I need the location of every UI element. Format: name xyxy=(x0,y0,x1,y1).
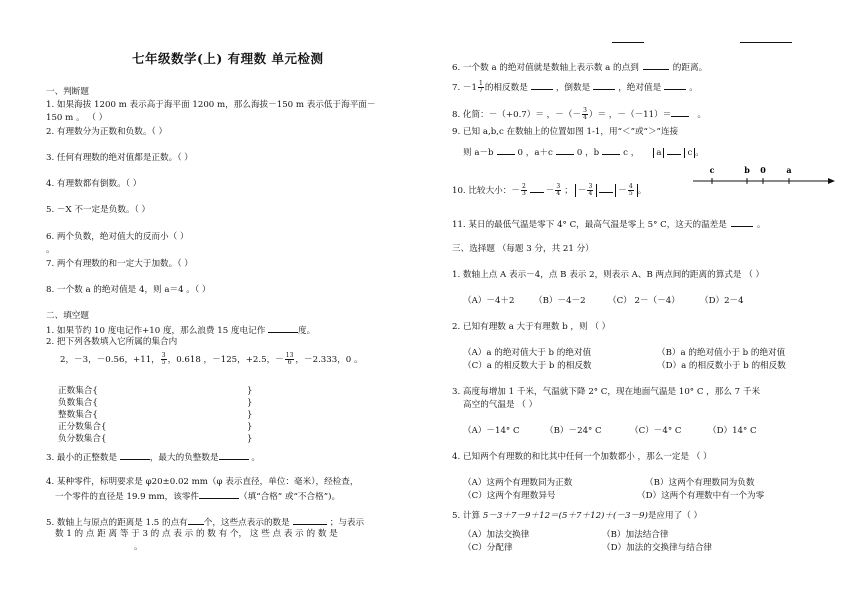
fill-q5-text-b: 个，这些点表示的数是 xyxy=(203,518,290,528)
fill-q11 xyxy=(452,217,765,231)
fill-q1-blank[interactable] xyxy=(268,323,298,333)
fill-q7-text-a: 的相反数是 xyxy=(484,83,528,93)
fill-q10-minus-1: － xyxy=(545,186,555,196)
fill-q9-blank-2[interactable] xyxy=(556,145,574,155)
fill-q1 xyxy=(46,323,315,337)
choice-q5-tail: 是应用了（ ） xyxy=(647,511,703,521)
fill-q9-text-c: 0 ，b xyxy=(576,148,600,158)
abs-three-quarters: － $\frac{3}{4}$ xyxy=(575,184,597,197)
choice-q5-expression: 5－3＋7－9＋12＝(5＋7＋12)＋(－3－9) xyxy=(482,511,648,521)
fill-q9-line2: 则 a－b 0 ，a＋c 0 ，b c ， a c 。 xyxy=(463,145,704,159)
fill-q3-text-c: 。 xyxy=(248,453,260,463)
set-negative-close: } xyxy=(247,398,253,408)
fill-q7-end: 。 xyxy=(689,83,698,93)
set-positive: 正数集合{ xyxy=(58,386,98,396)
fill-q9-text-a: 则 a－b xyxy=(463,148,494,158)
header-blank-line-1 xyxy=(612,42,644,43)
choice-q4-option-a[interactable]: （A）这两个有理数同为正数 xyxy=(463,478,573,488)
number-line-arrow-icon xyxy=(828,178,835,184)
abs-four-fifths: － $\frac{4}{5}$ xyxy=(615,184,637,197)
fill-q7-number: 7. －1 xyxy=(452,83,477,93)
fill-q3 xyxy=(46,450,260,464)
fill-q3-text-a: 3. 最小的正整数是 xyxy=(46,453,120,463)
fraction-three-fifths: $\frac{3}{5}$ xyxy=(161,352,166,366)
set-integer: 整数集合{ xyxy=(58,410,98,420)
fill-q8 xyxy=(452,107,706,122)
fraction-one-seventh: $\frac{1}{7}$ xyxy=(479,80,483,94)
axis-label-0: 0 xyxy=(760,165,766,175)
fill-q9-blank-4[interactable] xyxy=(667,145,681,155)
choice-q1-option-b[interactable]: （B）－4－2 xyxy=(534,296,586,306)
set-negative: 负数集合{ xyxy=(58,398,98,408)
fill-q7-text-b: ，倒数是 xyxy=(555,83,591,93)
set-integer-close: } xyxy=(247,410,253,420)
fill-q7-blank-2[interactable] xyxy=(593,80,615,90)
fill-q9-line1: 9. 已知 a,b,c 在数轴上的位置如图 1-1，用“＜”或“＞”连接 xyxy=(452,127,679,137)
fill-q7 xyxy=(452,80,698,95)
fraction-two-thirds: $\frac{2}{3}$ xyxy=(521,183,526,197)
fill-q10-text: 10. 比较大小：－ xyxy=(452,186,520,196)
choice-q2-option-a[interactable]: （A）a 的绝对值大于 b 的绝对值 xyxy=(463,348,592,358)
fill-q8-end: 。 xyxy=(697,110,706,120)
fill-q6-tail: 的距离。 xyxy=(672,63,708,73)
fill-q5-line2: 数 1 的 点 距 离 等 于 3 的 点 表 示 的 数 有 个， 这 些 点 表 示 的 数 是 xyxy=(55,529,338,539)
page-title: 七年级数学(上) 有理数 单元检测 xyxy=(132,51,324,66)
header-blank-line-2 xyxy=(740,42,792,43)
judge-q4: 4. 有理数都有倒数。（ ） xyxy=(46,179,142,189)
choice-q5-option-d[interactable]: （D）加法的交换律与结合律 xyxy=(602,543,713,553)
fill-q8-blank[interactable] xyxy=(671,107,689,117)
fill-q11-text: 11. 某日的最低气温是零下 4° C，最高气温是零上 5° C，这天的温差是 xyxy=(452,220,727,230)
axis-label-c: c xyxy=(709,165,715,175)
fill-q6 xyxy=(452,60,707,74)
choice-q3-option-c[interactable]: （C）－4° C xyxy=(630,426,682,436)
fill-q4-line1: 4. 某种零件，标明要求是 φ20±0.02 mm（φ 表示直径，单位：毫米），经检查， xyxy=(46,477,359,487)
fraction-three-quarters: $\frac{3}{4}$ xyxy=(583,107,587,121)
choice-q5-option-a[interactable]: （A）加法交换律 xyxy=(463,530,530,540)
judge-q7: 7. 两个有理数的和一定大于加数。（ ） xyxy=(46,259,193,269)
fill-q4-text: 一个零件的直径是 19.9 mm，该零件 xyxy=(55,492,200,502)
abs-c: c xyxy=(684,148,695,158)
choice-q3-option-d[interactable]: （D）14° C xyxy=(708,426,757,436)
fill-q3-blank-1[interactable] xyxy=(120,450,150,460)
choice-q4-option-d[interactable]: （D）这两个有理数中有一个为零 xyxy=(637,491,765,501)
choice-q3-line2: 高空的气温是 （ ） xyxy=(463,400,538,410)
set-negative-fraction: 负分数集合{ xyxy=(58,434,107,444)
fraction-thirteen-sixths: $\frac{13}{6}$ xyxy=(285,352,294,366)
judge-q1-line1: 1. 如果海拔 1200 m 表示高于海平面 1200 m，那么海拔－150 m 表示低于海平面－ xyxy=(46,100,376,110)
judge-q1-line2: 150 m 。 （ ） xyxy=(46,113,108,123)
fill-q5-line1 xyxy=(46,515,364,529)
number-line-figure xyxy=(687,164,837,188)
choice-q2-option-c[interactable]: （C）a 的相反数大于 b 的相反数 xyxy=(463,361,592,371)
choice-q1-option-a[interactable]: （A）－4＋2 xyxy=(463,296,515,306)
choice-q3-line1: 3. 高度每增加 1 千米，气温就下降 2° C，现在地面气温是 10° C ，那么 7 千米 xyxy=(452,387,761,397)
number-list xyxy=(60,352,363,368)
fraction-three-quarters-b: $\frac{3}{4}$ xyxy=(556,183,561,197)
fill-q4-blank[interactable] xyxy=(199,489,239,499)
choice-q5-option-c[interactable]: （C）分配律 xyxy=(463,543,513,553)
fill-q9-text-d: c ， xyxy=(623,148,640,158)
section-choice-heading: 三、选择题 （每题 3 分，共 21 分） xyxy=(452,244,594,254)
set-positive-fraction-close: } xyxy=(247,422,253,432)
choice-q5 xyxy=(452,510,702,522)
fill-q4-line2 xyxy=(55,489,340,503)
fill-q11-blank[interactable] xyxy=(731,217,753,227)
set-negative-fraction-close: } xyxy=(247,434,253,444)
choice-q3-option-b[interactable]: （B）－24° C xyxy=(545,426,602,436)
fill-q7-text-c: ，绝对值是 xyxy=(618,83,662,93)
fill-q9-text-b: 0 ，a＋c xyxy=(517,148,553,158)
fill-q10: 10. 比较大小：－ $\frac{2}{3}$ － $\frac{3}{4}$ ； － $\frac{3}{4}$ － $\frac{4}{5}$ 。 xyxy=(452,183,647,197)
choice-q2-option-d[interactable]: （D）a 的相反数小于 b 的相反数 xyxy=(657,361,786,371)
fill-q5-line3: 。 xyxy=(134,542,143,552)
choice-q5-option-b[interactable]: （B）加法结合律 xyxy=(602,530,669,540)
choice-q4: 4. 已知两个有理数的和比其中任何一个加数都小 ，那么一定是 （ ） xyxy=(452,452,712,462)
fill-q5-blank-1[interactable] xyxy=(188,515,204,525)
fill-q11-end: 。 xyxy=(756,220,766,230)
set-positive-close: } xyxy=(247,386,253,396)
judge-q6-line2: 。 xyxy=(46,245,55,255)
choice-q1: 1. 数轴上点 A 表示－4，点 B 表示 2，则表示 A、B 两点间的距离的算式是 （ ） xyxy=(452,270,765,280)
judge-q8: 8. 一个数 a 的绝对值是 4，则 a＝4 。（ ） xyxy=(46,285,211,295)
fill-q4-hint: （填“合格” 或“不合格”)。 xyxy=(239,492,341,502)
section-fill-heading: 二、填空题 xyxy=(46,311,89,321)
number-list-part2: ，0.618 ，－125，+2.5，－ xyxy=(167,355,284,365)
fill-q3-text-b: ，最大的负整数是 xyxy=(149,453,219,463)
choice-q2-option-b[interactable]: （B）a 的绝对值小于 b 的绝对值 xyxy=(657,348,786,358)
fill-q10-blank-1[interactable] xyxy=(530,183,544,193)
choice-q1-option-c[interactable]: （C） 2－（－4） xyxy=(608,296,680,306)
fill-q7-blank-1[interactable] xyxy=(531,80,553,90)
fill-q5-blank-2[interactable] xyxy=(293,515,327,525)
axis-label-a: a xyxy=(786,165,792,175)
choice-q3-option-a[interactable]: （A）－14° C xyxy=(463,426,520,436)
number-list-part1: 2，－3，－0.56，+11， xyxy=(60,355,160,365)
choice-q4-option-c[interactable]: （C）这两个有理数异号 xyxy=(463,491,556,501)
fill-q6-blank[interactable] xyxy=(643,60,669,70)
choice-q1-option-d[interactable]: （D）2－4 xyxy=(700,296,744,306)
fill-q5-text-a: 5. 数轴上与原点的距离是 1.5 的点有 xyxy=(46,518,188,528)
judge-q5: 5. －X 不一定是负数。（ ） xyxy=(46,205,151,215)
choice-q4-option-b[interactable]: （B）这两个有理数同为负数 xyxy=(645,478,755,488)
fill-q8-text-a: 8. 化简：－（+0.7）＝ ，－（－ xyxy=(452,110,582,120)
fill-q3-blank-2[interactable] xyxy=(219,450,249,460)
section-judgement-heading: 一、判断题 xyxy=(46,87,89,97)
axis-label-b: b xyxy=(744,165,750,175)
fill-q9-blank-1[interactable] xyxy=(497,145,515,155)
abs-a: a xyxy=(653,148,664,158)
set-positive-fraction: 正分数集合{ xyxy=(58,422,107,432)
fill-q6-text: 6. 一个数 a 的绝对值就是数轴上表示数 a 的点到 xyxy=(452,63,639,73)
fill-q5-text-c: ；与表示 xyxy=(329,518,365,528)
judge-q3: 3. 任何有理数的绝对值都是正数。（ ） xyxy=(46,153,193,163)
fill-q10-blank-2[interactable] xyxy=(599,183,613,193)
fill-q1-text: 1. 如果节约 10 度电记作+10 度，那么浪费 15 度电记作 xyxy=(46,326,269,336)
fill-q1-unit: 度。 xyxy=(298,326,316,336)
judge-q2: 2. 有理数分为正数和负数。（ ） xyxy=(46,127,168,137)
choice-q5-text: 5. 计算 xyxy=(452,511,483,521)
fill-q2: 2. 把下列各数填入它所属的集合内 xyxy=(46,337,178,347)
number-list-part3: ，－2.333，0 。 xyxy=(295,355,363,365)
choice-q2: 2. 已知有理数 a 大于有理数 b ，则 （ ） xyxy=(452,322,611,332)
fill-q7-blank-3[interactable] xyxy=(664,80,686,90)
judge-q6-line1: 6. 两个负数，绝对值大的反而小（ ） xyxy=(46,232,189,242)
fill-q8-text-b: ）＝ ，－（－11）＝ xyxy=(588,110,672,120)
fill-q9-blank-3[interactable] xyxy=(602,145,620,155)
